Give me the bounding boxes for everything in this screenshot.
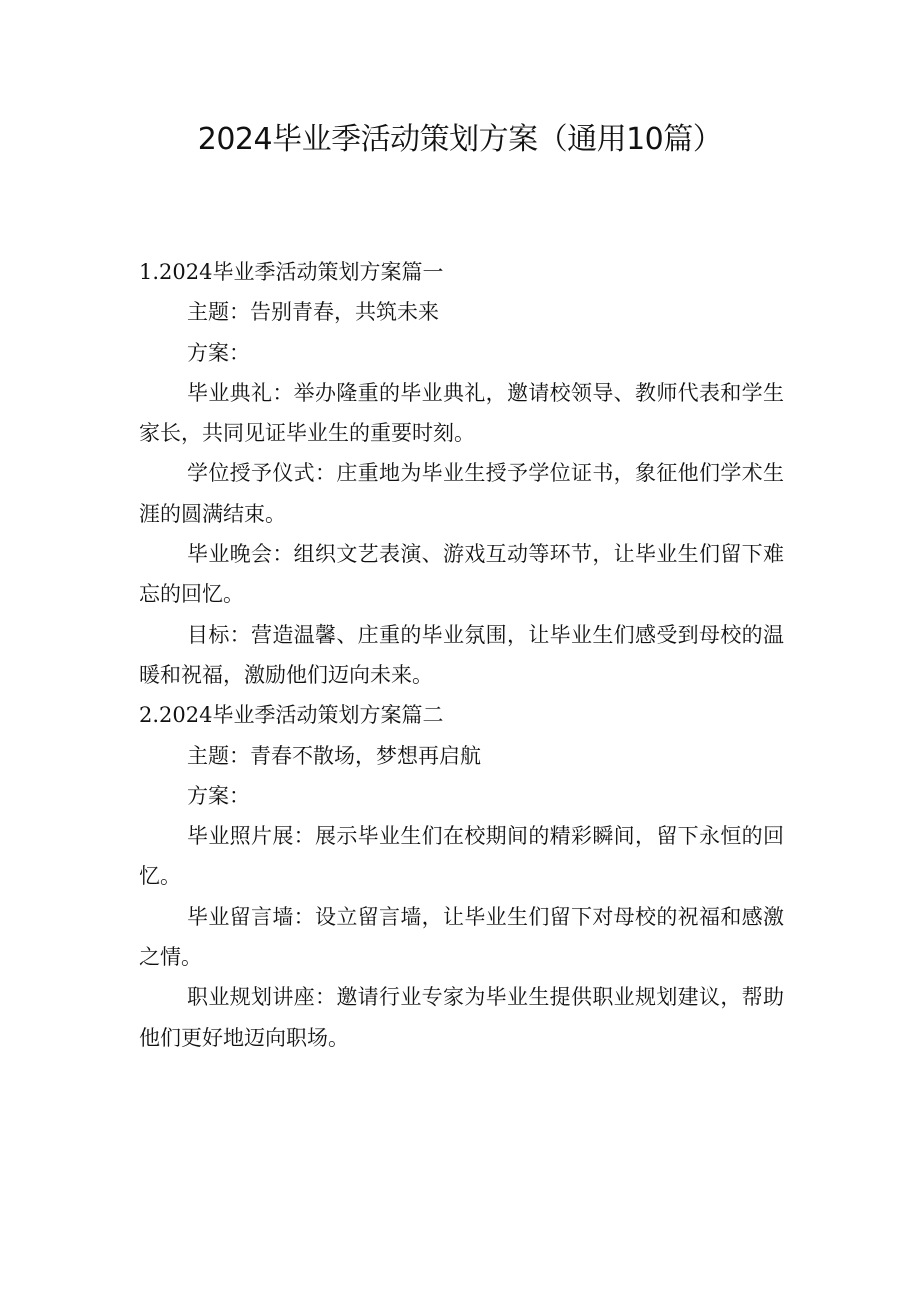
paragraph: 毕业留言墙：设立留言墙，让毕业生们留下对母校的祝福和感激之情。 <box>139 904 784 970</box>
document-body <box>139 252 784 1058</box>
plan-label: 方案： <box>187 340 250 365</box>
section-1 <box>139 252 784 695</box>
paragraph: 毕业晚会：组织文艺表演、游戏互动等环节，让毕业生们留下难忘的回忆。 <box>139 542 784 607</box>
section-theme: 主题：告别青春，共筑未来 <box>187 300 439 325</box>
section-heading: 2.2024毕业季活动策划方案篇二 <box>139 703 444 728</box>
paragraph: 学位授予仪式：庄重地为毕业生授予学位证书，象征他们学术生涯的圆满结束。 <box>139 461 784 526</box>
paragraph: 职业规划讲座：邀请行业专家为毕业生提供职业规划建议，帮助他们更好地迈向职场。 <box>139 985 784 1050</box>
paragraph: 目标：营造温馨、庄重的毕业氛围，让毕业生们感受到母校的温暖和祝福，激励他们迈向未来。 <box>139 622 784 687</box>
section-heading: 1.2024毕业季活动策划方案篇一 <box>139 260 444 284</box>
section-theme: 主题：青春不散场，梦想再启航 <box>187 743 481 768</box>
paragraph: 毕业照片展：展示毕业生们在校期间的精彩瞬间，留下永恒的回忆。 <box>139 824 784 889</box>
plan-label: 方案： <box>187 783 250 808</box>
paragraph: 毕业典礼：举办隆重的毕业典礼，邀请校领导、教师代表和学生家长，共同见证毕业生的重要时刻。 <box>139 380 784 446</box>
document-title: 2024毕业季活动策划方案（通用10篇） <box>197 122 723 157</box>
section-2 <box>139 695 784 1058</box>
